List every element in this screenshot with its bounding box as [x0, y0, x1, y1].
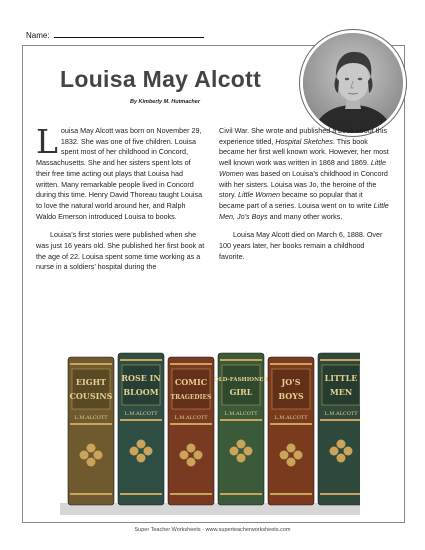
- book-spine: [68, 357, 114, 505]
- name-label: Name:: [26, 31, 50, 40]
- book-title-line: MEN: [329, 387, 353, 397]
- paragraph: Louisa May Alcott was born on November 29, 1832. She was one of five children. Louisa spent most of her childhood in Concord, Massachusetts. She and her sisters spent lots of their free time acting out plays that Louisa had written. Many remarkable people lived in Concord during this time. Henry David Thoreau taught Louisa to love the natural world around her, and Ralph Waldo Emerson introduced Louisa to books.: [36, 122, 203, 221]
- book-spine: [214, 353, 268, 505]
- book-title-line: BLOOM: [123, 387, 159, 397]
- book-author: L.M.ALCOTT: [74, 415, 108, 421]
- book-title-line: JO'S: [281, 377, 301, 387]
- book-title-line: COMIC: [174, 377, 208, 387]
- book-author: L.M.ALCOTT: [124, 411, 158, 417]
- byline: By Kimberly M. Hutmacher: [130, 99, 200, 105]
- book-title-line: LITTLE: [324, 373, 358, 383]
- author-portrait: [300, 30, 406, 136]
- footer-credit: Super Teacher Worksheets - www.superteacherworksheets.com: [134, 527, 291, 533]
- book-author: L.M.ALCOTT: [274, 415, 308, 421]
- book-title-line: TRAGEDIES: [170, 394, 212, 401]
- drop-cap: L: [36, 122, 58, 161]
- book-author: L.M.ALCOTT: [224, 411, 258, 417]
- book-title-line: BOYS: [278, 391, 304, 401]
- book-title-line: GIRL: [229, 387, 253, 397]
- book-title-line: COUSINS: [69, 391, 113, 401]
- article-column-right: [219, 126, 389, 270]
- book-spine: [168, 357, 214, 505]
- book-title-line: OLD-FASHIONED: [213, 377, 269, 383]
- book-title-line: EIGHT: [75, 377, 107, 387]
- name-blank-line[interactable]: [54, 30, 204, 38]
- paragraph: Civil War. She wrote and published a book about this experience titled, Hospital Sketches. This book became her first well known work. However, her most well known work was written in 1868 and 1869. Little Women was based on Louisa’s childhood in Concord with her sisters. Louisa was Jo, the heroine of the story. Little Women became so popular that it became part of a series. Louisa went on to write Little Men, Jo’s Boys and many other works.: [219, 126, 389, 221]
- name-field-row: [26, 30, 204, 40]
- book-spine: [268, 357, 314, 505]
- books-photo: [60, 345, 360, 515]
- page-title: Louisa May Alcott: [60, 66, 262, 92]
- book-spine: [318, 353, 360, 505]
- book-author: L.M.ALCOTT: [324, 411, 358, 417]
- paragraph: Louisa’s first stories were published when she was just 16 years old. She published her first book at the age of 22. Louisa spent some time working as a nurse in a soldiers’ hospital during the: [36, 230, 205, 272]
- books-illustration: [60, 345, 360, 515]
- paragraph: Louisa May Alcott died on March 6, 1888. Over 100 years later, her books remain a childhood favorite.: [219, 230, 383, 261]
- book-author: L.M.ALCOTT: [174, 415, 208, 421]
- book-title-line: ROSE IN: [121, 373, 161, 383]
- book-spine: [118, 353, 164, 505]
- portrait-illustration: [303, 33, 403, 133]
- article-column-left: [36, 122, 206, 281]
